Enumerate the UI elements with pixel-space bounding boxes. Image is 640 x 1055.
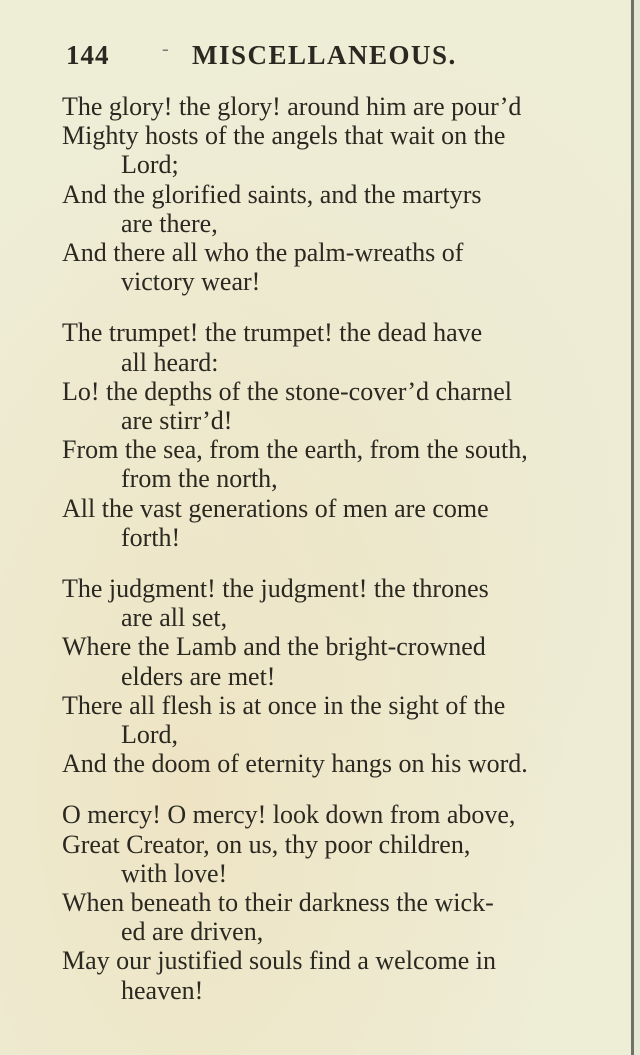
poem-line: And there all who the palm-wreaths of xyxy=(62,238,464,268)
poem-line: forth! xyxy=(121,522,181,552)
poem-line: From the sea, from the earth, from the south, xyxy=(62,435,528,465)
poem-line: The glory! the glory! around him are pour’d xyxy=(62,92,522,121)
poem-line: all heard: xyxy=(121,347,219,377)
poem-line: Where the Lamb and the bright-crowned xyxy=(62,632,486,662)
poem-line: Lord, xyxy=(121,720,179,750)
poem-line: O mercy! O mercy! look down from above, xyxy=(62,800,516,830)
stanza xyxy=(62,574,612,778)
poem-line: from the north, xyxy=(121,464,278,494)
poem-line: victory wear! xyxy=(121,267,261,297)
stanza xyxy=(62,800,612,1004)
poem-line: May our justified souls find a welcome in xyxy=(62,946,496,976)
poem-line: are there, xyxy=(121,208,218,238)
poem-line: And the glorified saints, and the martyrs xyxy=(62,179,482,209)
poem-line: The trumpet! the trumpet! the dead have xyxy=(62,318,483,348)
stanza xyxy=(62,92,612,296)
section-title: MISCELLANEOUS. xyxy=(192,40,457,70)
poem-line: ed are driven, xyxy=(121,917,264,947)
stanza xyxy=(62,318,612,552)
poem-line: Mighty hosts of the angels that wait on the xyxy=(62,121,506,151)
poem-line: Lord; xyxy=(121,150,179,180)
poem-line: are stirr’d! xyxy=(121,406,233,436)
poem-line: There all flesh is at once in the sight of the xyxy=(62,690,506,720)
poem-line: When beneath to their darkness the wick- xyxy=(62,888,494,918)
poem-line: with love! xyxy=(121,858,228,888)
poem-body xyxy=(62,92,612,1027)
poem-line: All the vast generations of men are come xyxy=(62,493,489,523)
page-margin xyxy=(634,0,640,1055)
running-header xyxy=(66,40,586,76)
poem-line: Great Creator, on us, thy poor children, xyxy=(62,829,471,859)
poem-line: elders are met! xyxy=(121,661,276,691)
poem-line: are all set, xyxy=(121,603,228,633)
poem-line: The judgment! the judgment! the thrones xyxy=(62,574,489,604)
poem-line: heaven! xyxy=(121,975,204,1005)
page-number: 144 xyxy=(66,40,110,70)
poem-line: Lo! the depths of the stone-cover’d charnel xyxy=(62,376,513,406)
header-dash: - xyxy=(162,38,170,60)
poem-line: And the doom of eternity hangs on his word. xyxy=(62,749,528,779)
